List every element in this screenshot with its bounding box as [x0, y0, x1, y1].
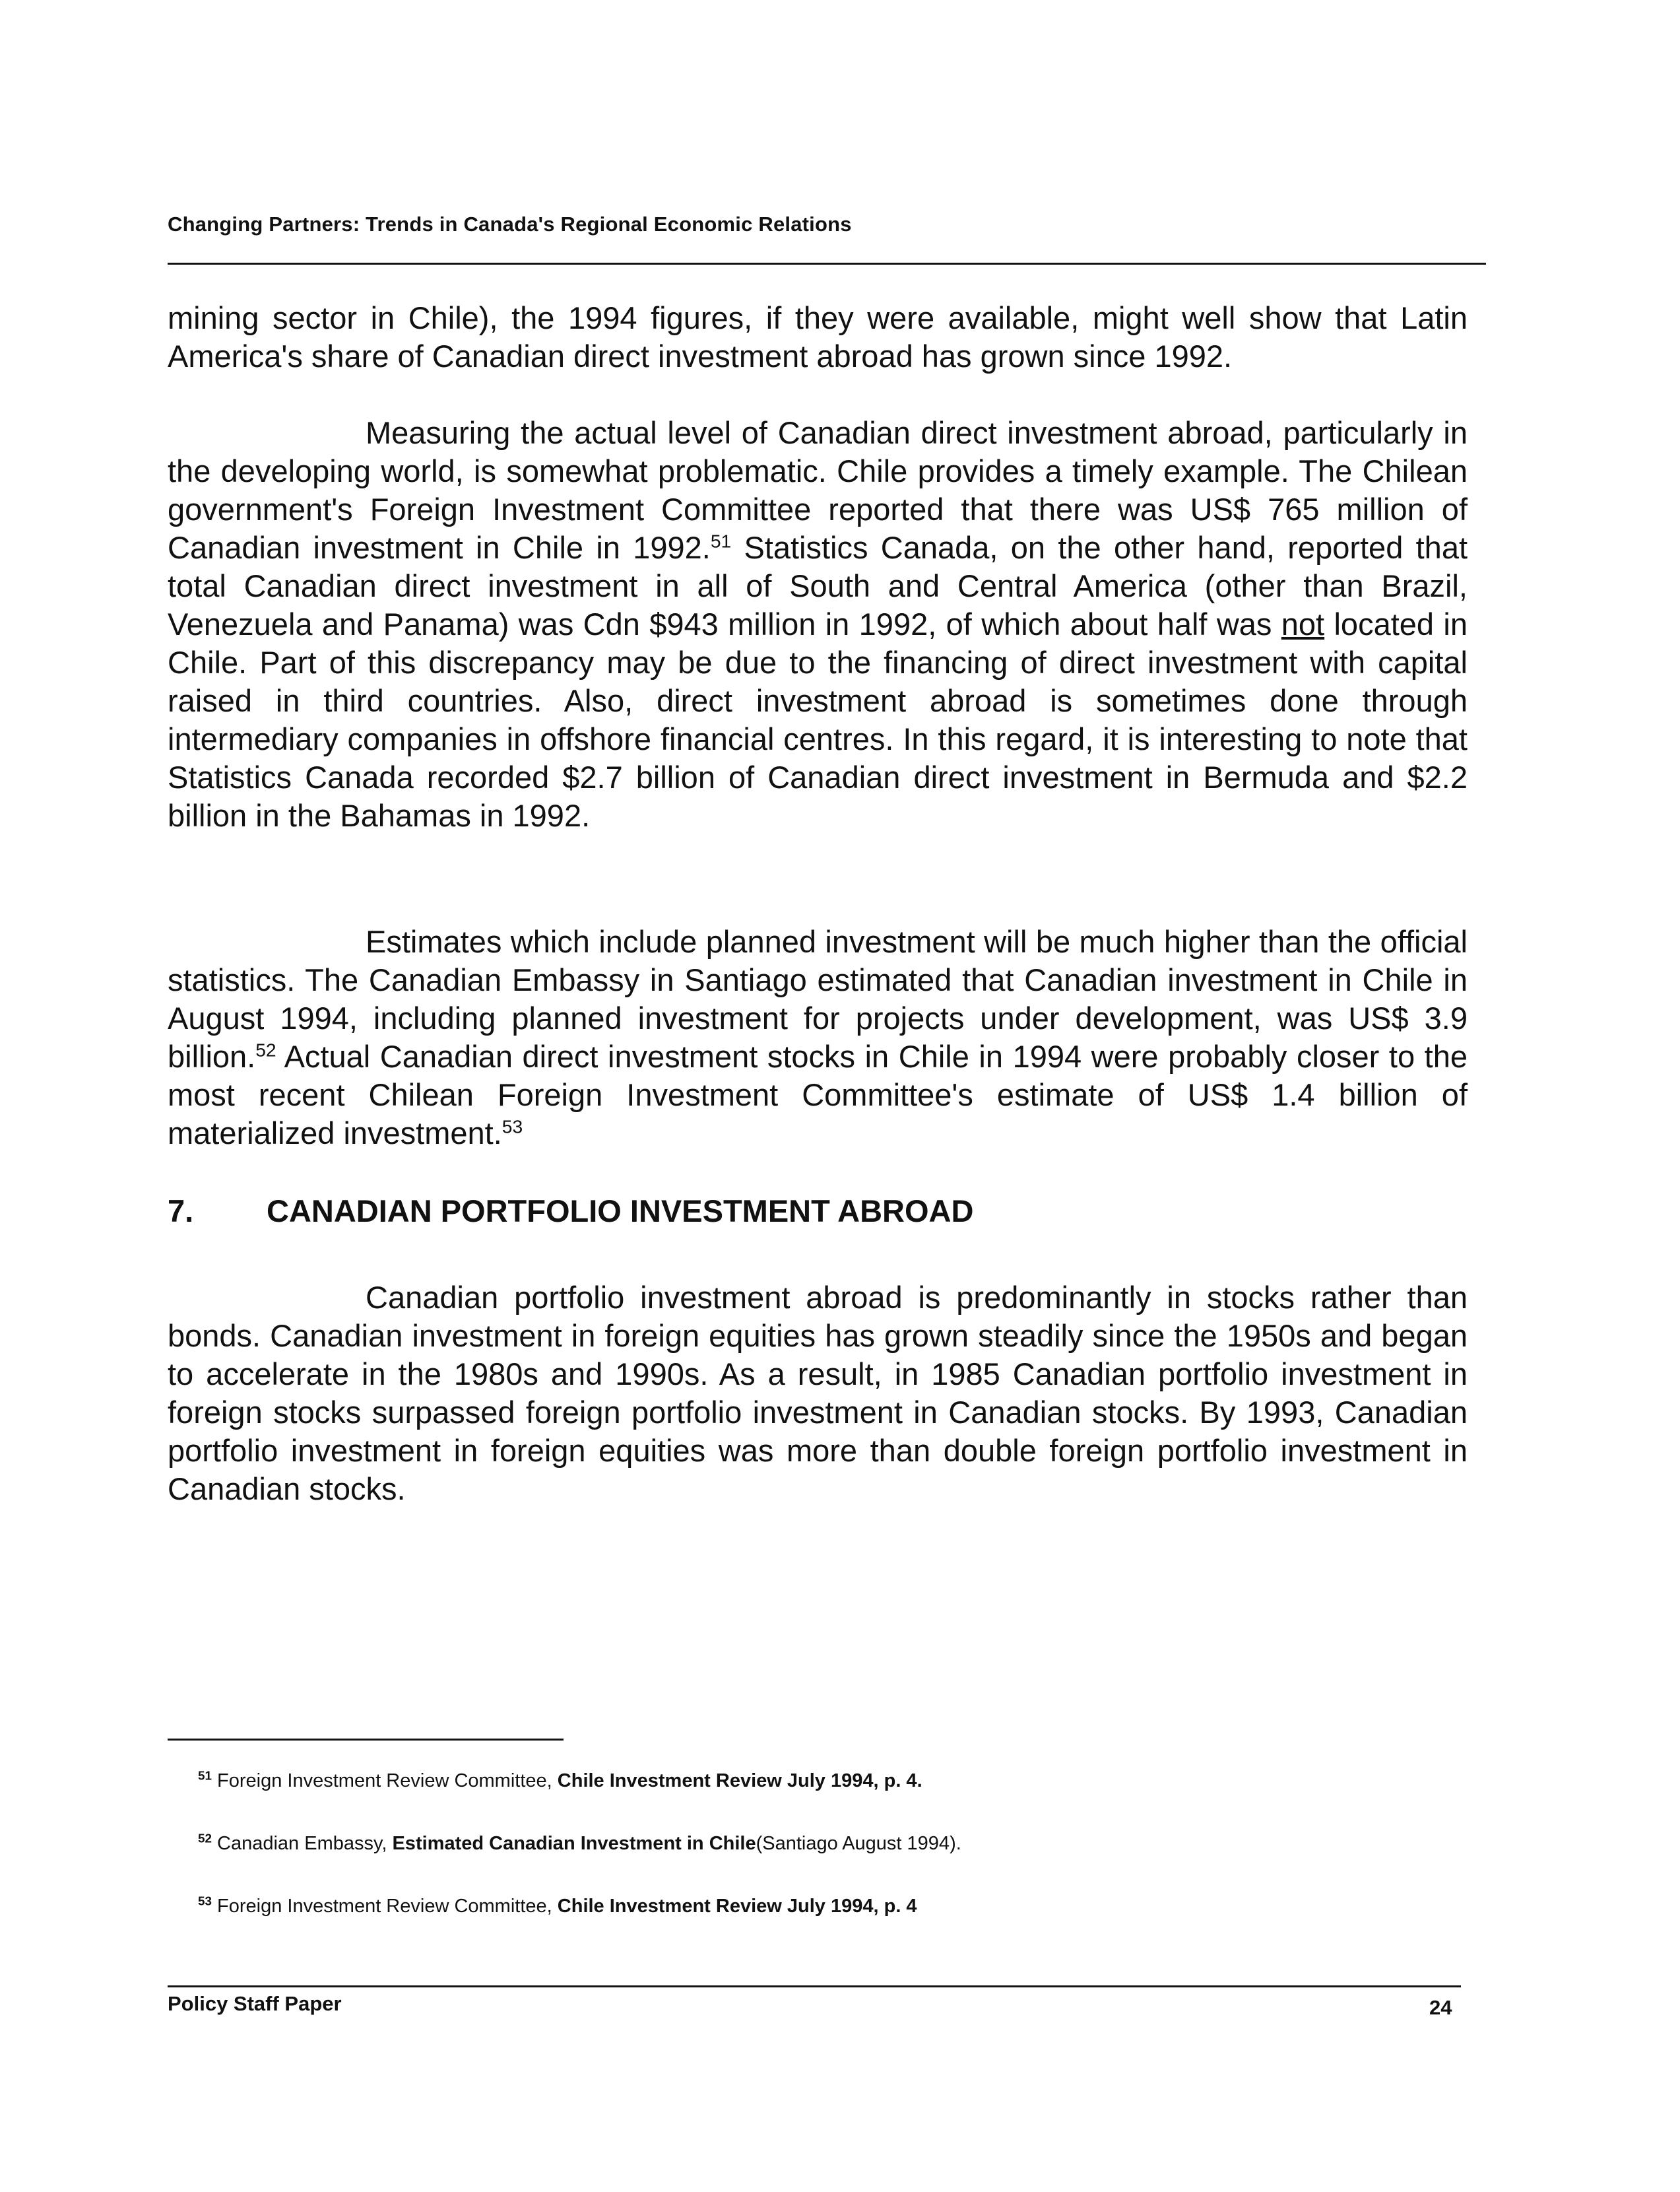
running-header-title: Changing Partners: Trends in Canada's Regional Economic Relations [168, 213, 852, 236]
paragraph-text: Actual Canadian direct investment stocks in Chile in 1994 were probably closer to the most recent Chilean Foreign Investment Committee's estimate of US$ 1.4 billion of materialized investment. [168, 1039, 1468, 1150]
paragraph-text: located in Chile. Part of this discrepancy may be due to the financing of direct investment with capital raised in third countries. Also, direct investment abroad is sometimes done through intermediary companies in offshore financial centres. In this regard, it is interesting to note that Statistics Canada recorded $2.7 billion of Canadian direct investment in Bermuda and $2.2 billion in the Bahamas in 1992. [168, 607, 1468, 833]
section-heading [168, 1192, 973, 1230]
footnote-reference-52: 52 [255, 1039, 276, 1061]
footnote-reference-53: 53 [501, 1115, 523, 1137]
footnote-mark: 53 [198, 1894, 212, 1908]
footnote-text: (Santiago August 1994). [756, 1833, 961, 1854]
paragraph-text: Measuring the actual level of Canadian direct investment abroad, particularly in the developing world, is somewhat problematic. Chile provides a timely example. The Chilean government's Foreign Investment Committee reported that there was US$ 765 million of Canadian investment in Chile in 1992. [168, 415, 1468, 565]
footnote-mark: 52 [198, 1831, 212, 1845]
paragraph-measuring-investment [168, 414, 1468, 835]
footnote-reference-51: 51 [710, 530, 732, 552]
footnote-52 [198, 1832, 961, 1855]
paragraph-continuation: mining sector in Chile), the 1994 figures, if they were available, might well show that Latin America's share of Canadian direct investment abroad has grown since 1992. [168, 300, 1468, 374]
footnote-53 [198, 1894, 917, 1918]
footnote-text: Canadian Embassy, [211, 1833, 393, 1854]
footer-publication-name: Policy Staff Paper [168, 1992, 342, 2015]
header-rule [168, 263, 1486, 265]
paragraph-portfolio-investment: Canadian portfolio investment abroad is predominantly in stocks rather than bonds. Canadian investment in foreign equities has grown steadily since the 1950s and began to accelerate in the 1980s and 1990s. As a result, in 1985 Canadian portfolio investment in foreign stocks surpassed foreign portfolio investment in Canadian stocks. By 1993, Canadian portfolio investment in foreign equities was more than double foreign portfolio investment in Canadian stocks. [168, 1280, 1468, 1506]
footnote-text: Foreign Investment Review Committee, [211, 1770, 558, 1791]
footnote-51 [198, 1769, 922, 1793]
section-number: 7. [168, 1193, 194, 1228]
section-title: CANADIAN PORTFOLIO INVESTMENT ABROAD [267, 1193, 974, 1228]
page-number: 24 [1429, 1996, 1452, 2019]
footnote-title: Chile Investment Review July 1994, p. 4. [557, 1770, 922, 1791]
footnote-title: Chile Investment Review July 1994, p. 4 [557, 1896, 917, 1917]
footnote-text: Foreign Investment Review Committee, [211, 1896, 558, 1917]
paragraph-planned-investment [168, 923, 1468, 1152]
footnote-separator [168, 1739, 564, 1741]
footer-rule [168, 1985, 1461, 1987]
footnote-title: Estimated Canadian Investment in Chile [392, 1833, 756, 1854]
underlined-word: not [1281, 607, 1325, 642]
paragraph-text: Statistics Canada, on the other hand, reported that total Canadian direct investment in all of South and Central America (other than Brazil, Venezuela and Panama) was Cdn $943 million in 1992, of which about half was [168, 530, 1468, 642]
paragraph-text: Estimates which include planned investment will be much higher than the official statistics. The Canadian Embassy in Santiago estimated that Canadian investment in Chile in August 1994, including planned investment for projects under development, was US$ 3.9 billion. [168, 924, 1468, 1074]
footnote-mark: 51 [198, 1768, 212, 1783]
